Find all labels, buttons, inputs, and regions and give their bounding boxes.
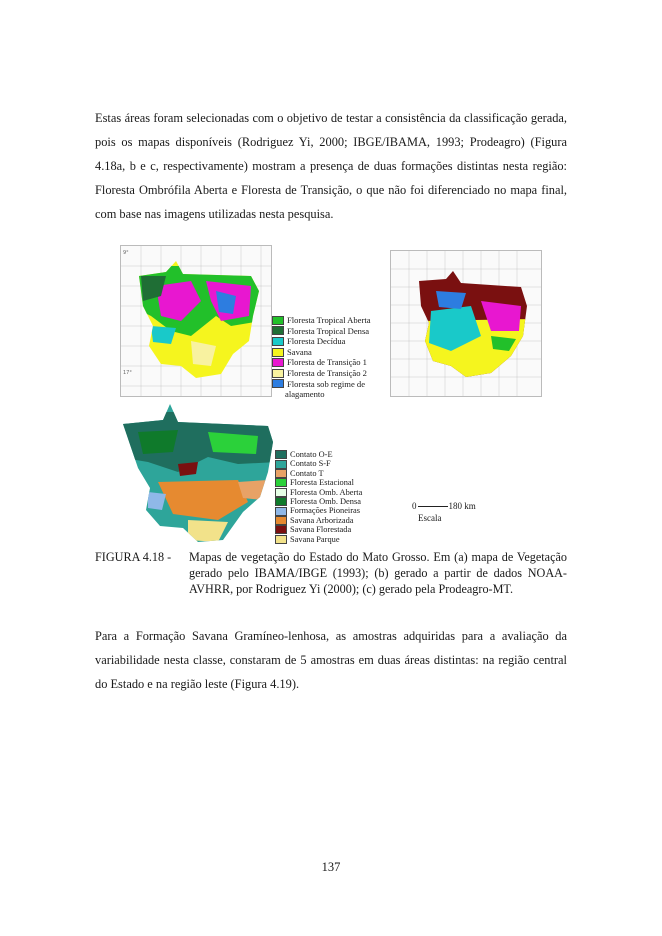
svg-text:17°: 17° bbox=[123, 370, 132, 376]
legend-a-item-3: Savana bbox=[272, 347, 371, 358]
legend-c-item-3: Floresta Estacional bbox=[275, 478, 362, 487]
vegetation-map-b bbox=[390, 250, 542, 397]
vegetation-map-a bbox=[120, 245, 272, 397]
legend-c-item-5: Floresta Omb. Densa bbox=[275, 497, 362, 506]
body-paragraph-2: Para a Formação Savana Gramíneo-lenhosa, as amostras adquiridas para a avaliação da variabilidade nesta classe, constaram de 5 amostras em duas áreas distintas: na região central do Estado e na região leste (Figura 4.19). bbox=[95, 629, 567, 691]
scale-label: Escala bbox=[418, 513, 442, 523]
scale-distance: 180 km bbox=[448, 501, 476, 511]
legend-a-item-4: Floresta de Transição 1 bbox=[272, 357, 371, 368]
legend-c-item-4: Floresta Omb. Aberta bbox=[275, 488, 362, 497]
svg-text:9°: 9° bbox=[123, 250, 129, 256]
figure-caption bbox=[95, 549, 567, 597]
legend-c-item-1: Contato S-F bbox=[275, 459, 362, 468]
legend-c-item-0: Contato O-E bbox=[275, 450, 362, 459]
legend-c-item-7: Savana Arborizada bbox=[275, 516, 362, 525]
figure-caption-text: Mapas de vegetação do Estado do Mato Grosso. Em (a) mapa de Vegetação gerado pelo IBAMA/IBGE (1993); (b) gerado a partir de dados NOAA-AVHRR, por Rodriguez Yi (2000); (c) gerado pela Prodeagro-MT. bbox=[189, 550, 567, 596]
scale-zero: 0 bbox=[412, 501, 417, 511]
page-number: 137 bbox=[321, 860, 341, 874]
legend-a-item-0: Floresta Tropical Aberta bbox=[272, 315, 371, 326]
legend-a-item-2: Floresta Decídua bbox=[272, 336, 371, 347]
legend-a-item-1: Floresta Tropical Densa bbox=[272, 326, 371, 337]
legend-a-item-5: Floresta de Transição 2 bbox=[272, 368, 371, 379]
legend-map-c bbox=[275, 450, 362, 544]
legend-a-item-6: Floresta sob regime de bbox=[272, 379, 371, 390]
legend-c-item-2: Contato T bbox=[275, 469, 362, 478]
body-paragraph-1: Estas áreas foram selecionadas com o objetivo de testar a consistência da classificação gerada, pois os mapas disponíveis (Rodriguez Yi, 2000; IBGE/IBAMA, 1993; Prodeagro) (Figura 4.18a, b e c, respectivamente) mostram a presença de duas formações distintas nesta região: Floresta Ombrófila Aberta e Floresta de Transição, o que não foi diferenciado no mapa final, com base nas imagens utilizadas nesta pesquisa. bbox=[95, 111, 567, 221]
legend-map-a bbox=[272, 315, 371, 400]
map-scale bbox=[412, 500, 476, 524]
legend-c-item-8: Savana Florestada bbox=[275, 525, 362, 534]
legend-c-item-9: Savana Parque bbox=[275, 535, 362, 544]
figure-caption-label: FIGURA 4.18 - bbox=[95, 550, 172, 564]
scale-bar bbox=[418, 506, 448, 507]
legend-c-item-6: Formações Pioneiras bbox=[275, 506, 362, 515]
legend-a-item-6-continued: alagamento bbox=[285, 389, 325, 400]
vegetation-map-c bbox=[118, 402, 278, 547]
